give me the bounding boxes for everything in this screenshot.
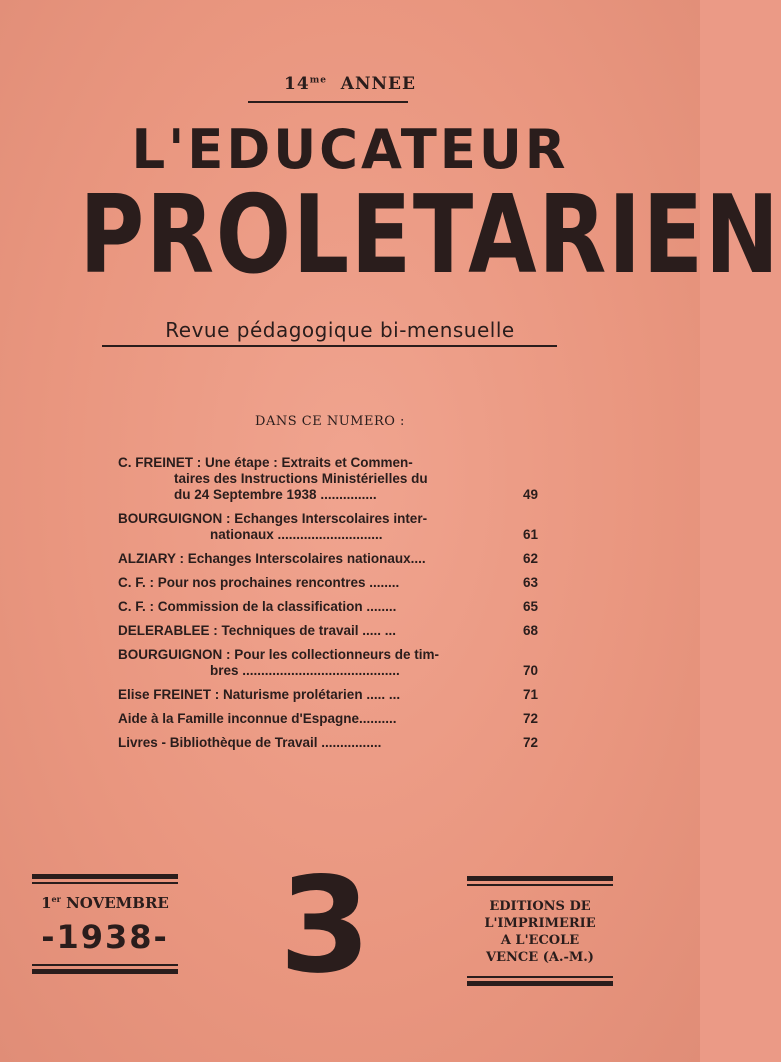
year-underline: [248, 101, 408, 103]
toc-entry-line: taires des Instructions Ministérielles du: [174, 471, 428, 486]
toc-heading: DANS CE NUMERO :: [255, 414, 405, 429]
toc-entry: [118, 455, 538, 503]
toc-page-number: 61: [522, 527, 538, 542]
toc-entry: [118, 687, 538, 703]
toc-entry: [118, 711, 538, 727]
toc-entry-line: C. F. : Pour nos prochaines rencontres ........: [118, 575, 400, 590]
toc-page-number: 49: [522, 487, 538, 502]
toc-page-number: 65: [522, 599, 538, 614]
toc-entry-line: bres ..........................................: [210, 663, 400, 678]
toc-page-number: 72: [522, 735, 538, 750]
toc-page-number: 71: [522, 687, 538, 702]
toc-entry-line: C. F. : Commission de la classification ........: [118, 599, 397, 614]
toc-page-number: 72: [522, 711, 538, 726]
title-line-2: PROLETARIEN: [79, 173, 781, 298]
issue-date: 1er NOVEMBRE: [41, 894, 169, 912]
toc-entry-line: ALZIARY : Echanges Interscolaires nationaux....: [118, 551, 426, 566]
toc-entry-line: BOURGUIGNON : Pour les collectionneurs de tim-: [118, 647, 440, 662]
table-of-contents: [118, 455, 538, 759]
divider: [32, 969, 178, 974]
divider: [32, 874, 178, 879]
divider: [467, 981, 613, 986]
publisher-info: EDITIONS DE L'IMPRIMERIE A L'ECOLE VENCE (A.-M.): [484, 899, 596, 965]
toc-entry-line: BOURGUIGNON : Echanges Interscolaires inter-: [118, 511, 428, 526]
divider: [467, 876, 613, 881]
toc-entry: [118, 599, 538, 615]
toc-entry: [118, 511, 538, 543]
toc-page-number: 63: [522, 575, 538, 590]
publisher-block: [467, 876, 613, 989]
toc-entry: [118, 575, 538, 591]
divider: [32, 964, 178, 966]
date-block: [32, 874, 178, 977]
title-line-1: L'EDUCATEUR: [131, 118, 569, 181]
toc-entry: [118, 551, 538, 567]
toc-entry-line: du 24 Septembre 1938 ...............: [174, 487, 377, 502]
divider: [467, 976, 613, 978]
subtitle: Revue pédagogique bi-mensuelle: [165, 318, 515, 342]
toc-entry-line: Livres - Bibliothèque de Travail ................: [118, 735, 382, 750]
toc-page-number: 70: [522, 663, 538, 678]
toc-entry-line: C. FREINET : Une étape : Extraits et Commen-: [118, 455, 413, 470]
toc-page-number: 68: [522, 623, 538, 638]
issue-year: -1938-: [41, 918, 169, 956]
toc-entry-line: Aide à la Famille inconnue d'Espagne..........: [118, 711, 397, 726]
divider: [32, 882, 178, 884]
toc-entry: [118, 647, 538, 679]
toc-entry: [118, 735, 538, 751]
subtitle-underline: [102, 345, 557, 347]
toc-entry-line: nationaux ............................: [210, 527, 383, 542]
toc-entry: [118, 623, 538, 639]
issue-number: 3: [279, 849, 371, 1003]
year-label: $14^{me}$ ANNEE: [284, 74, 416, 94]
toc-page-number: 62: [522, 551, 538, 566]
toc-entry-line: DELERABLEE : Techniques de travail ..... ...: [118, 623, 397, 638]
divider: [467, 884, 613, 886]
toc-entry-line: Elise FREINET : Naturisme prolétarien ..... ...: [118, 687, 401, 702]
